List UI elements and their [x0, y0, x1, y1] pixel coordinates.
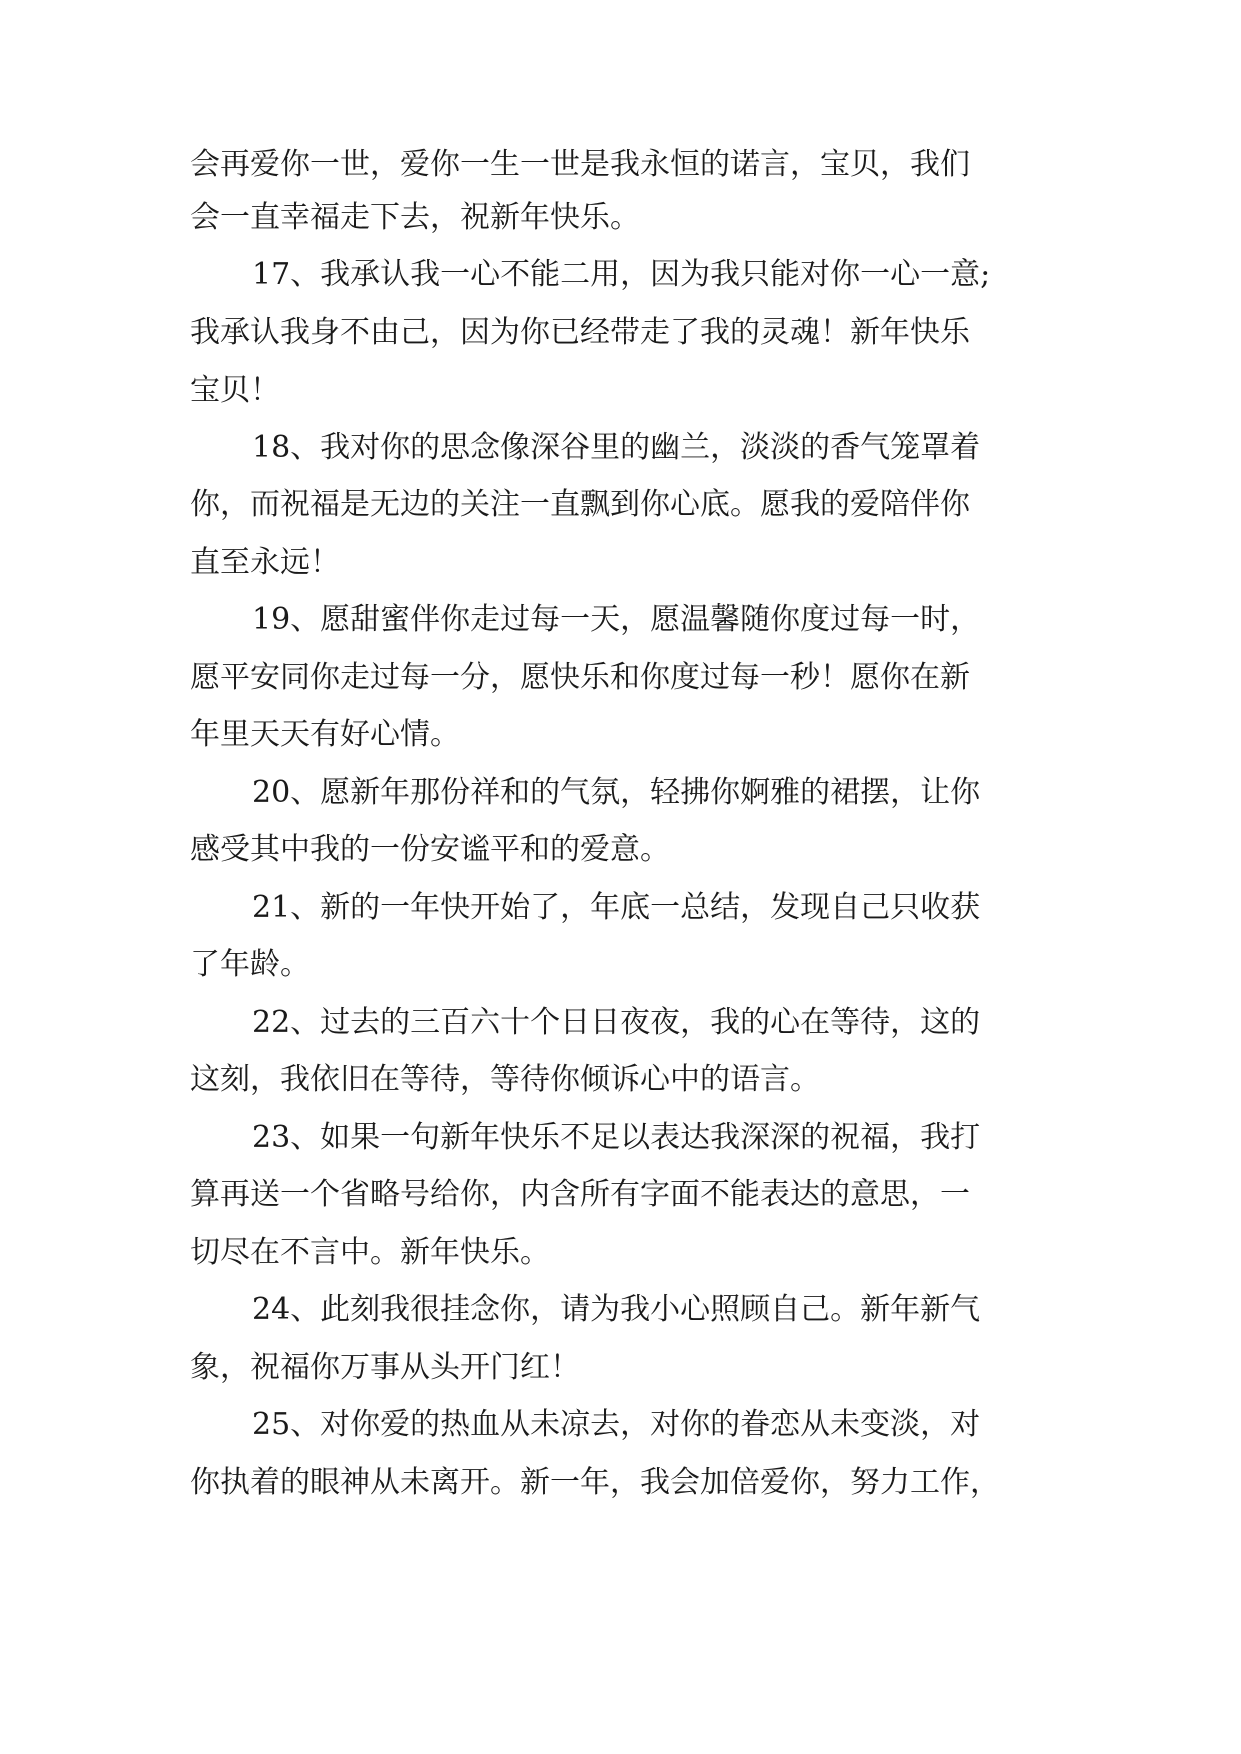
- text-line: 17、我承认我一心不能二用，因为我只能对你一心一意;: [252, 257, 991, 292]
- text-line: 你，而祝福是无边的关注一直飘到你心底。愿我的爱陪伴你: [190, 487, 970, 522]
- text-line: 年里天天有好心情。: [190, 717, 460, 752]
- text-line: 18、我对你的思念像深谷里的幽兰，淡淡的香气笼罩着: [252, 430, 981, 465]
- text-line: 这刻，我依旧在等待，等待你倾诉心中的语言。: [190, 1062, 820, 1097]
- text-line: 21、新的一年快开始了，年底一总结，发现自己只收获: [252, 890, 981, 925]
- text-line: 感受其中我的一份安谧平和的爱意。: [190, 832, 670, 867]
- text-line: 24、此刻我很挂念你，请为我小心照顾自己。新年新气: [252, 1292, 981, 1327]
- text-line: 宝贝！: [190, 373, 280, 408]
- text-line: 了年龄。: [190, 947, 310, 982]
- text-line: 19、愿甜蜜伴你走过每一天，愿温馨随你度过每一时，: [252, 602, 981, 637]
- text-line: 会一直幸福走下去，祝新年快乐。: [190, 200, 640, 235]
- text-line: 25、对你爱的热血从未凉去，对你的眷恋从未变淡，对: [252, 1407, 981, 1442]
- text-line: 象，祝福你万事从头开门红！: [190, 1350, 580, 1385]
- text-line: 愿平安同你走过每一分，愿快乐和你度过每一秒！愿你在新: [190, 660, 970, 695]
- text-line: 算再送一个省略号给你，内含所有字面不能表达的意思，一: [190, 1177, 970, 1212]
- text-line: 22、过去的三百六十个日日夜夜，我的心在等待，这的: [252, 1005, 981, 1040]
- text-line: 23、如果一句新年快乐不足以表达我深深的祝福，我打: [252, 1120, 981, 1155]
- text-line: 20、愿新年那份祥和的气氛，轻拂你婀雅的裙摆，让你: [252, 775, 981, 810]
- text-line: 会再爱你一世，爱你一生一世是我永恒的诺言，宝贝，我们: [190, 147, 970, 182]
- text-line: 你执着的眼神从未离开。新一年，我会加倍爱你，努力工作，: [190, 1465, 1000, 1500]
- text-line: 切尽在不言中。新年快乐。: [190, 1235, 550, 1270]
- text-line: 直至永远！: [190, 545, 340, 580]
- text-line: 我承认我身不由己，因为你已经带走了我的灵魂！新年快乐: [190, 315, 970, 350]
